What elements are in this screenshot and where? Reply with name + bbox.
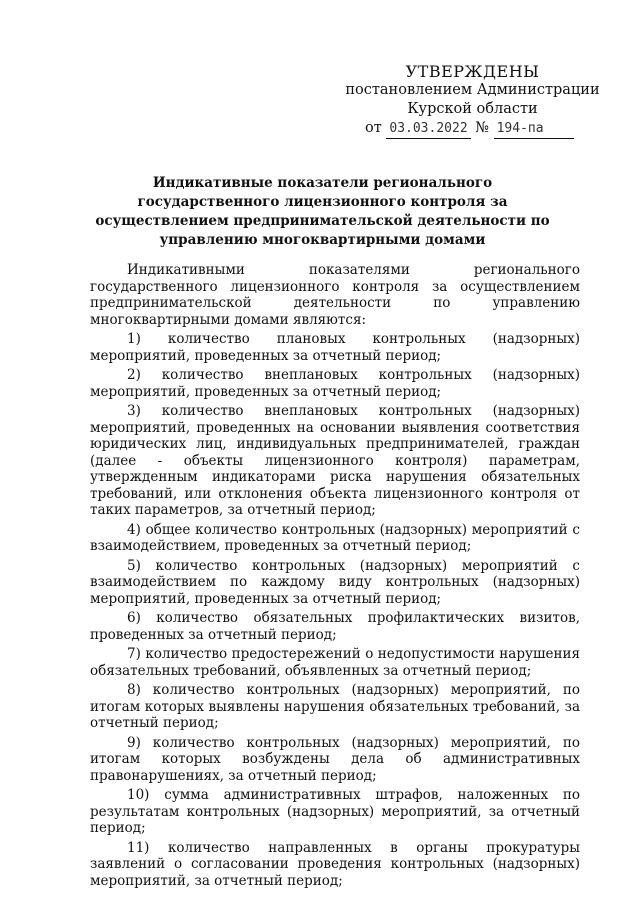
list-item: 11) количество направленных в органы прокуратуры заявлений о согласовании проведения контрольных (надзорных) мероприятий, за отчетный период; <box>90 839 580 889</box>
approval-stamp <box>345 62 600 139</box>
approval-prefix: от <box>365 120 382 136</box>
list-item: 2) количество внеплановых контрольных (надзорных) мероприятий, проведенных за отчетный период; <box>90 367 580 400</box>
approval-number-sign: № <box>475 120 489 136</box>
document-body <box>90 262 580 892</box>
approval-date-line <box>345 119 600 139</box>
list-item: 10) сумма административных штрафов, наложенных по результатам контрольных (надзорных) мероприятий, за отчетный период; <box>90 787 580 836</box>
list-item: 1) количество плановых контрольных (надзорных) мероприятий, проведенных за отчетный период; <box>90 331 580 364</box>
approval-date: 03.03.2022 <box>386 119 470 139</box>
approval-line-2: Курской области <box>407 101 538 117</box>
list-item: 5) количество контрольных (надзорных) мероприятий с взаимодействием по каждому виду контрольных (надзорных) мероприятий, проведенных за отчетный период; <box>90 557 580 607</box>
list-item: 3) количество внеплановых контрольных (надзорных) мероприятий, проведенных на основании выявления соответствия юридических лиц, индивидуальных предпринимателей, граждан (далее - объекты лицензионного контроля) параметрам, утвержденным индикаторами риска нарушения обязательных требований, или отклонения объекта лицензионного контроля от таких параметров, за отчетный период; <box>90 403 580 518</box>
list-item: 7) количество предостережений о недопустимости нарушения обязательных требований, объявленных за отчетный период; <box>90 646 580 679</box>
document-title: Индикативные показатели регионального государственного лицензионного контроля за осуществлением предпринимательской деятельности по управлению многоквартирными домами <box>95 175 550 248</box>
approval-number: 194-па <box>494 119 574 139</box>
approval-word: УТВЕРЖДЕНЫ <box>405 62 540 81</box>
approval-line-1: постановлением Администрации <box>345 82 600 98</box>
list-item: 4) общее количество контрольных (надзорных) мероприятий с взаимодействием, проведенных за отчетный период; <box>90 521 580 554</box>
list-item: 8) количество контрольных (надзорных) мероприятий, по итогам которых выявлены нарушения обязательных требований, за отчетный период; <box>90 682 580 731</box>
intro-paragraph: Индикативными показателями регионального государственного лицензионного контроля за осуществлением предпринимательской деятельности по управлению многоквартирными домами являются: <box>90 262 580 328</box>
list-item: 9) количество контрольных (надзорных) мероприятий, по итогам которых возбуждены дела об административных правонарушениях, за отчетный период; <box>90 734 580 784</box>
list-item: 6) количество обязательных профилактических визитов, проведенных за отчетный период; <box>90 610 580 643</box>
